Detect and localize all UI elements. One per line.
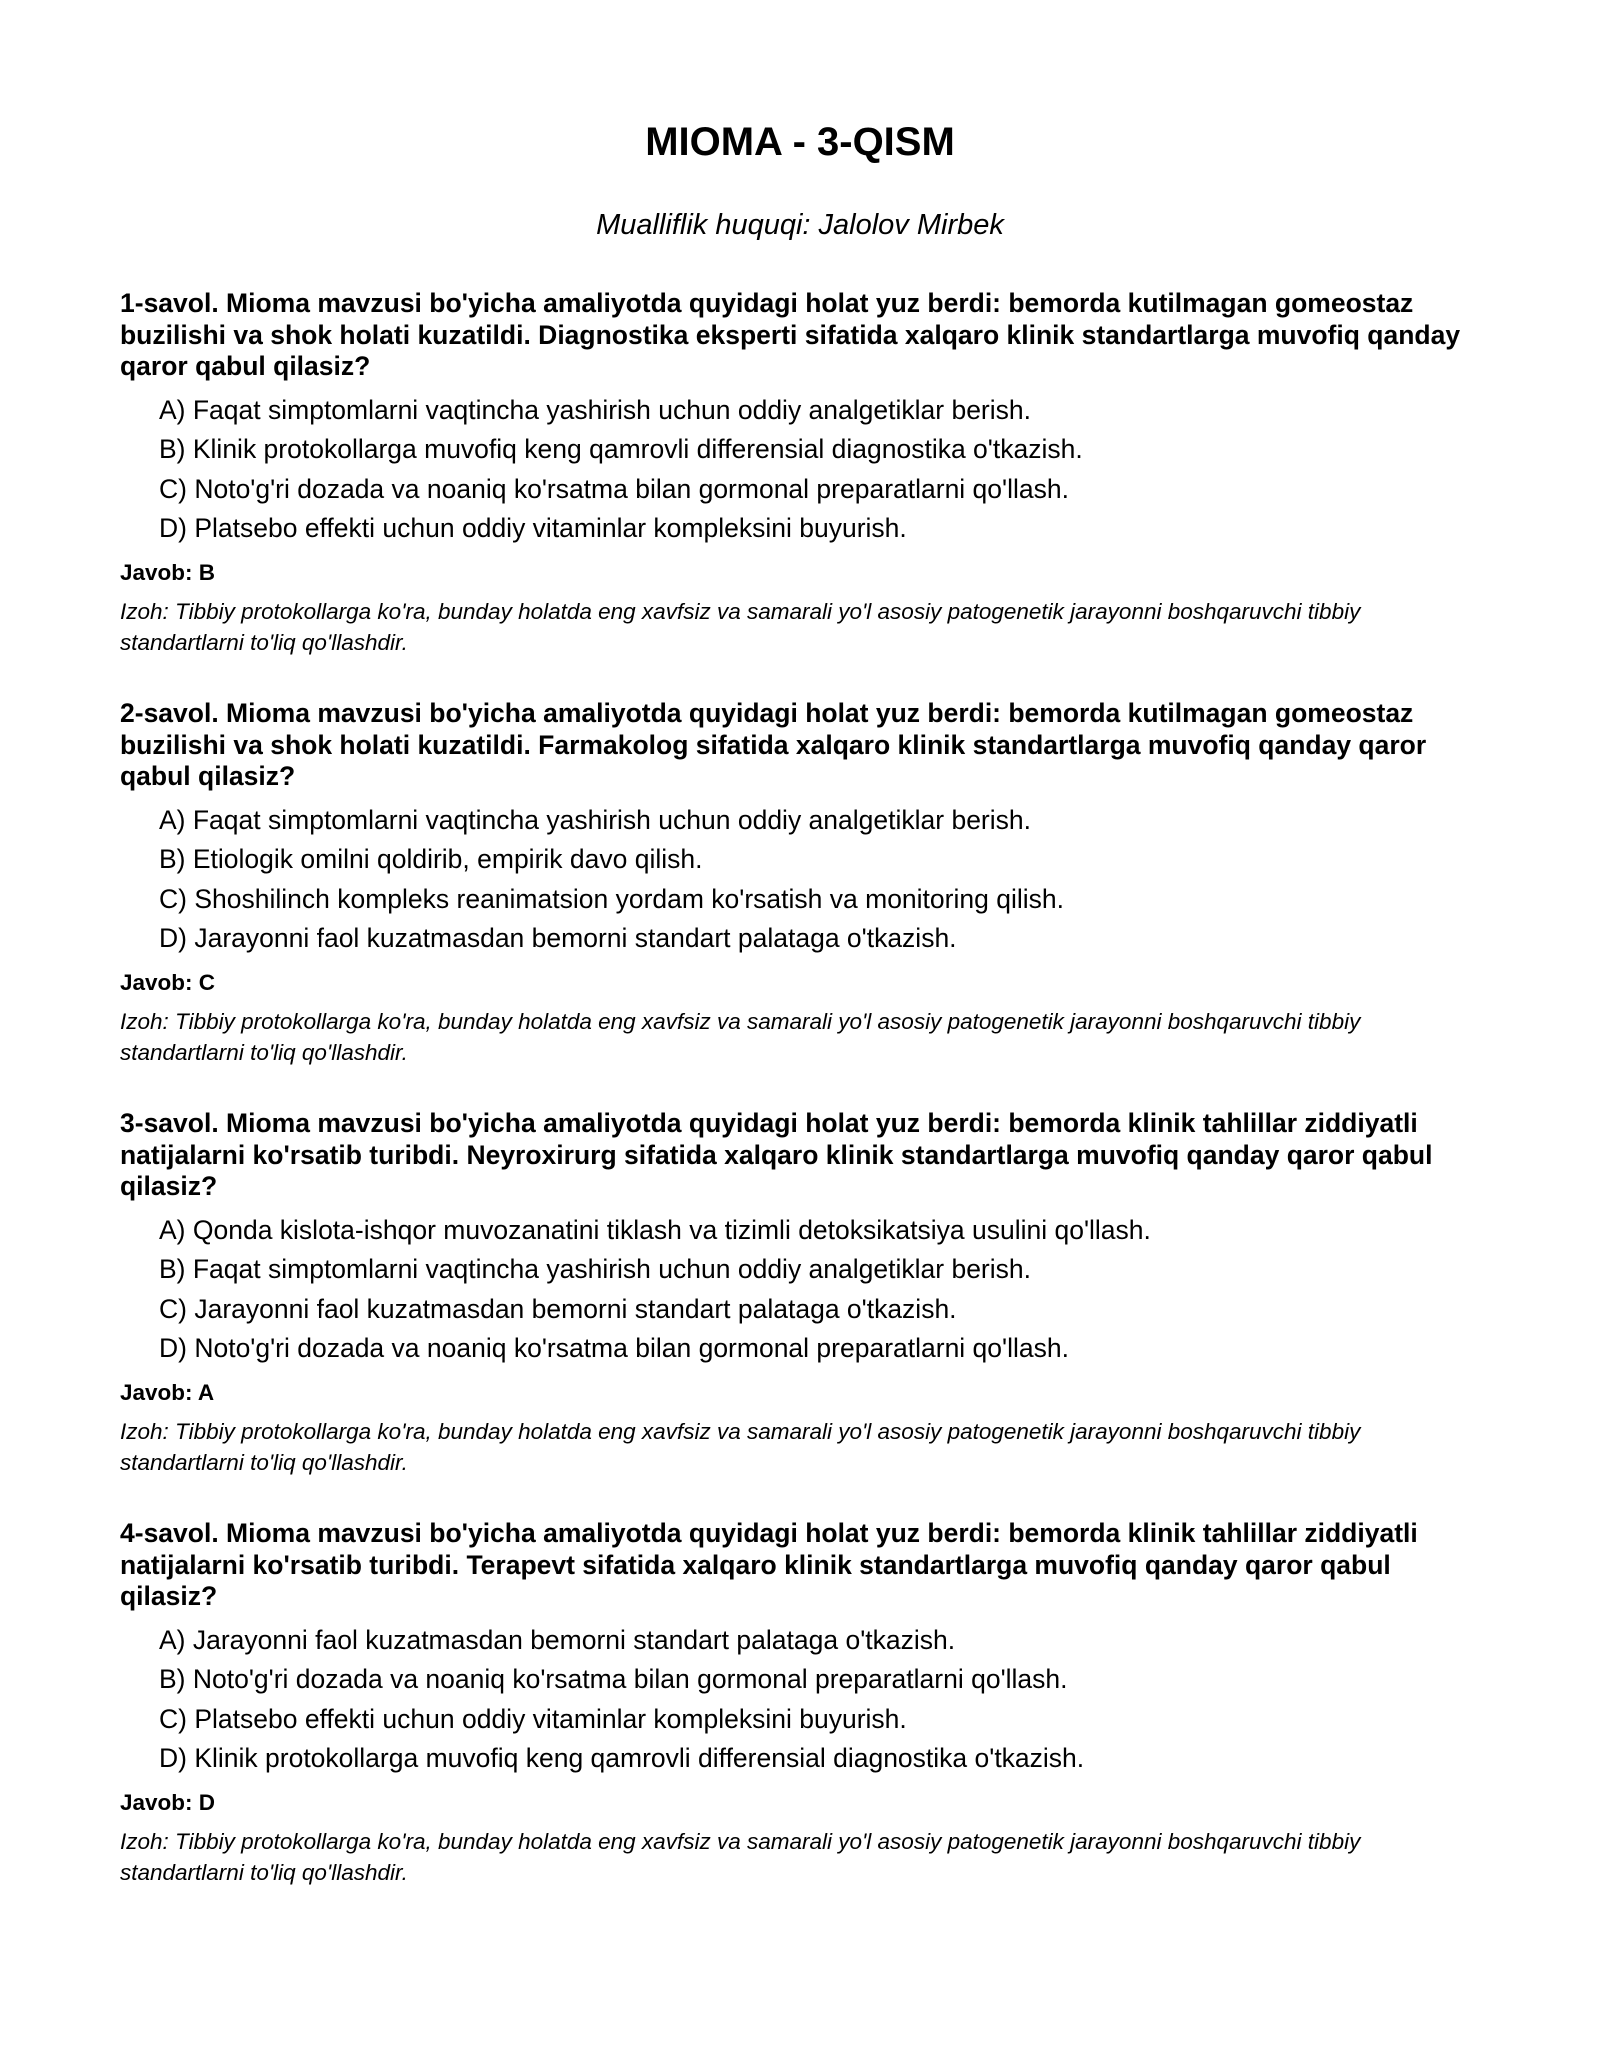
answer-label: Javob: D [120, 1789, 216, 1815]
option-d: D) Noto'g'ri dozada va noaniq ko'rsatma bilan gormonal preparatlarni qo'llash. [159, 1333, 1069, 1363]
question-text: 4-savol. Mioma mavzusi bo'yicha amaliyotda quyidagi holat yuz berdi: bemorda klinik tahlillar ziddiyatli natijalarni ko'rsatib turibdi. Terapevt sifatida xalqaro klinik standartlarga muvofiq qanday qaror qabul qilasiz? [120, 1518, 1418, 1611]
option-b: B) Noto'g'ri dozada va noaniq ko'rsatma bilan gormonal preparatlarni qo'llash. [159, 1664, 1068, 1694]
explanation-text: Izoh: Tibbiy protokollarga ko'ra, bunday holatda eng xavfsiz va samarali yo'l asosiy patogenetik jarayonni boshqaruvchi tibbiy standartlarni to'liq qo'llashdir. [120, 1008, 1361, 1065]
options-list [120, 801, 1485, 959]
options-list [120, 391, 1485, 549]
document-title: MIOMA - 3-QISM [645, 120, 955, 164]
question-text: 3-savol. Mioma mavzusi bo'yicha amaliyotda quyidagi holat yuz berdi: bemorda klinik tahlillar ziddiyatli natijalarni ko'rsatib turibdi. Neyroxirurg sifatida xalqaro klinik standartlarga muvofiq qanday qaror qabul qilasiz? [120, 1108, 1433, 1201]
question-block [120, 698, 1485, 1068]
answer-label: Javob: B [120, 559, 216, 585]
option-d: D) Jarayonni faol kuzatmasdan bemorni standart palataga o'tkazish. [159, 923, 957, 953]
question-block [120, 288, 1485, 658]
option-d: D) Klinik protokollarga muvofiq keng qamrovli differensial diagnostika o'tkazish. [159, 1743, 1085, 1773]
option-a: A) Faqat simptomlarni vaqtincha yashirish uchun oddiy analgetiklar berish. [159, 394, 1031, 425]
question-text: 1-savol. Mioma mavzusi bo'yicha amaliyotda quyidagi holat yuz berdi: bemorda kutilmagan gomeostaz buzilishi va shok holati kuzatildi. Diagnostika eksperti sifatida xalqaro klinik standartlarga muvofiq qanday qaror qabul qilasiz? [120, 288, 1461, 381]
explanation-text: Izoh: Tibbiy protokollarga ko'ra, bunday holatda eng xavfsiz va samarali yo'l asosiy patogenetik jarayonni boshqaruvchi tibbiy standartlarni to'liq qo'llashdir. [120, 1828, 1361, 1885]
option-c: C) Noto'g'ri dozada va noaniq ko'rsatma bilan gormonal preparatlarni qo'llash. [159, 473, 1069, 504]
document-subtitle: Mualliflik huquqi: Jalolov Mirbek [596, 209, 1004, 241]
options-list [120, 1211, 1485, 1369]
option-b: B) Faqat simptomlarni vaqtincha yashirish uchun oddiy analgetiklar berish. [159, 1254, 1031, 1284]
option-a: A) Faqat simptomlarni vaqtincha yashirish uchun oddiy analgetiklar berish. [159, 804, 1031, 835]
option-c: C) Platsebo effekti uchun oddiy vitaminlar kompleksini buyurish. [159, 1703, 907, 1734]
option-c: C) Shoshilinch kompleks reanimatsion yordam ko'rsatish va monitoring qilish. [159, 883, 1064, 914]
option-b: B) Klinik protokollarga muvofiq keng qamrovli differensial diagnostika o'tkazish. [159, 434, 1083, 464]
answer-label: Javob: C [120, 969, 216, 995]
question-block [120, 1518, 1485, 1888]
options-list [120, 1621, 1485, 1779]
option-b: B) Etiologik omilni qoldirib, empirik davo qilish. [159, 844, 703, 874]
option-d: D) Platsebo effekti uchun oddiy vitaminlar kompleksini buyurish. [159, 513, 907, 543]
answer-label: Javob: A [120, 1379, 215, 1405]
explanation-text: Izoh: Tibbiy protokollarga ko'ra, bunday holatda eng xavfsiz va samarali yo'l asosiy patogenetik jarayonni boshqaruvchi tibbiy standartlarni to'liq qo'llashdir. [120, 598, 1361, 655]
option-c: C) Jarayonni faol kuzatmasdan bemorni standart palataga o'tkazish. [159, 1293, 957, 1324]
explanation-text: Izoh: Tibbiy protokollarga ko'ra, bunday holatda eng xavfsiz va samarali yo'l asosiy patogenetik jarayonni boshqaruvchi tibbiy standartlarni to'liq qo'llashdir. [120, 1418, 1361, 1475]
question-block [120, 1108, 1485, 1478]
option-a: A) Jarayonni faol kuzatmasdan bemorni standart palataga o'tkazish. [159, 1624, 956, 1655]
question-text: 2-savol. Mioma mavzusi bo'yicha amaliyotda quyidagi holat yuz berdi: bemorda kutilmagan gomeostaz buzilishi va shok holati kuzatildi. Farmakolog sifatida xalqaro klinik standartlarga muvofiq qanday qaror qabul qilasiz? [120, 698, 1427, 791]
option-a: A) Qonda kislota-ishqor muvozanatini tiklash va tizimli detoksikatsiya usulini qo'llash. [159, 1214, 1151, 1245]
